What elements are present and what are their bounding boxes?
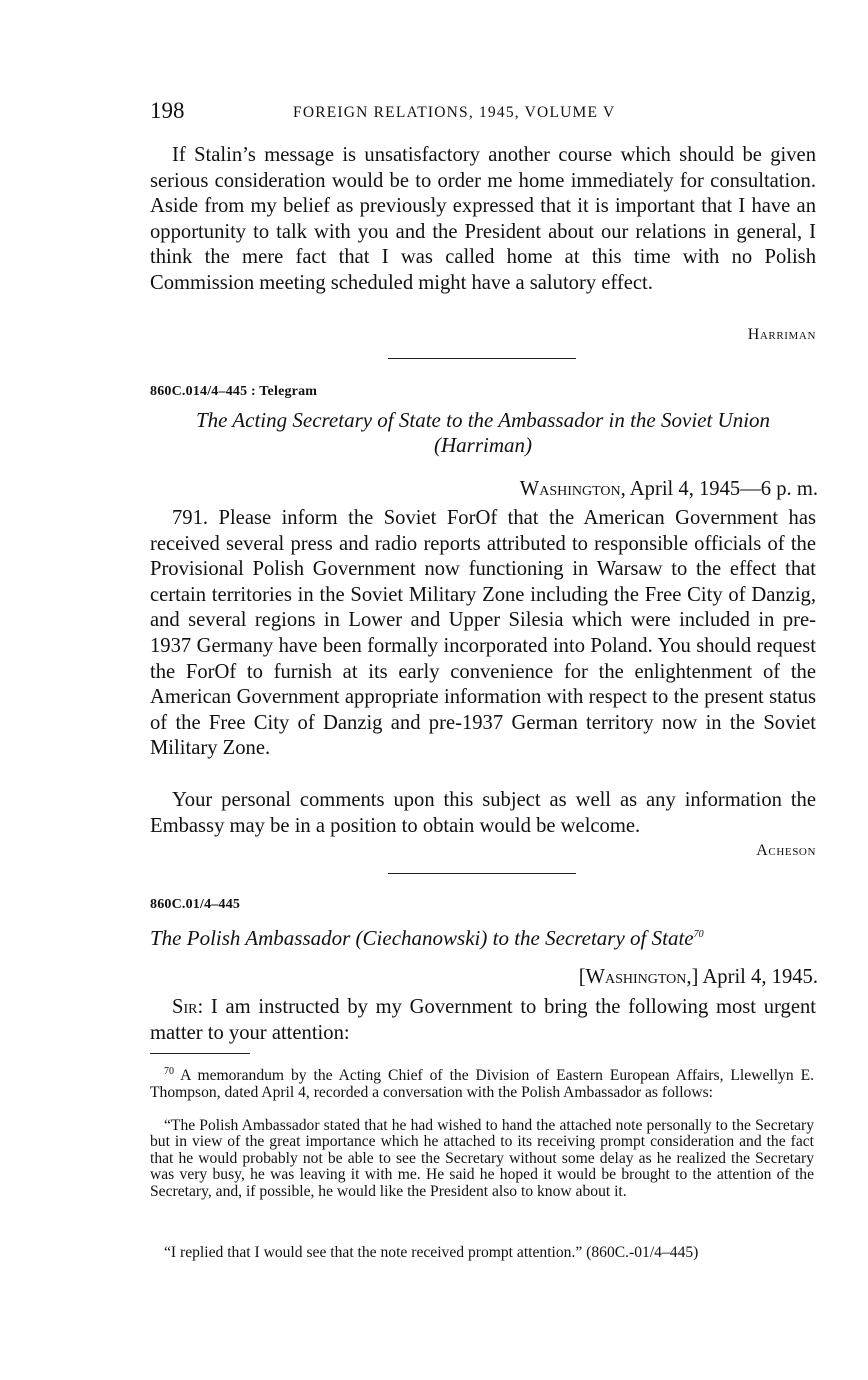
harriman-closing-paragraph: If Stalin’s message is unsatisfactory another course which should be given serious consideration would be to order me home immediately for consultation. Aside from my belief as previously expressed that it is important that I have an opportunity to talk with you and the President about our relations in general, I think the mere fact that I was called home at this time with no Polish Commission meeting scheduled might have a salutory effect. [150, 144, 816, 294]
note-opening-text: : I am instructed by my Government to bring the following most urgent matter to your attention: [150, 996, 816, 1044]
footnote-reference: 70 [693, 929, 704, 940]
note-dateline [579, 966, 818, 989]
note-heading [150, 922, 816, 951]
footnote-para-1 [150, 1064, 814, 1101]
telegram-heading-line1: The Acting Secretary of State to the Ambassador in the Soviet Union [195, 408, 771, 432]
page-number: 198 [150, 98, 185, 123]
file-id-telegram: 860C.014/4–445 : Telegram [150, 384, 318, 399]
footnote-para-2: “The Polish Ambassador stated that he had wished to hand the attached note personally to the Secretary but in view of the great importance which he attached to its receiving prompt consideration and the fact that he would probably not be able to see the Secretary without some delay as he realized the Secretary was very busy, he was leaving it with me. He said he hoped it would be brought to the attention of the Secretary, and, if possible, he would like the President also to know about it. [150, 1117, 814, 1200]
telegram-paragraph-comments: Your personal comments upon this subject as well as any information the Embassy may be in a position to obtain would be welcome. [150, 789, 816, 837]
telegram-heading-line2: (Harriman) [434, 433, 532, 457]
telegram-paragraph-791: 791. Please inform the Soviet ForOf that the American Government has received several press and radio reports attributed to responsible officials of the Provisional Polish Government now functioning in Warsaw to the effect that certain territories in the Soviet Military Zone including the Free City of Danzig, and several regions in Lower and Upper Silesia which were included in pre-1937 Germany have been formally incorporated into Poland. You should request the ForOf to furnish at its early convenience for the enlightenment of the American Government appropriate information with respect to the present status of the Free City of Danzig and pre-1937 German territory now in the Soviet Military Zone. [150, 507, 816, 760]
telegram-heading [150, 408, 816, 458]
dateline-place: Washington, [519, 478, 626, 500]
dateline-date: April 4, 1945. [702, 966, 818, 988]
note-heading-text: The Polish Ambassador (Ciechanowski) to the Secretary of State [150, 926, 694, 950]
footnote-marker: 70 [164, 1066, 174, 1077]
signature-harriman: Harriman [747, 326, 816, 343]
footnote-rule [150, 1053, 250, 1054]
signature-acheson: Acheson [756, 842, 816, 859]
footnote-para-3: “I replied that I would see that the note received prompt attention.” (860C.-01/4–445) [164, 1244, 699, 1261]
footnote-para-1-text: A memorandum by the Acting Chief of the Division of Eastern European Affairs, Llewellyn E. Thompson, dated April 4, recorded a conversation with the Polish Ambassador as follows: [150, 1067, 814, 1101]
section-divider [388, 873, 576, 874]
note-opening-paragraph [150, 995, 816, 1046]
dateline-place: [Washington,] [578, 966, 699, 988]
salutation: Sir [172, 996, 198, 1018]
page-header [150, 98, 818, 128]
telegram-dateline [520, 478, 818, 501]
file-id-note: 860C.01/4–445 [150, 897, 241, 912]
dateline-date: April 4, 1945—6 p. m. [629, 478, 818, 500]
running-title: FOREIGN RELATIONS, 1945, VOLUME V [293, 104, 616, 121]
section-divider [388, 358, 576, 359]
